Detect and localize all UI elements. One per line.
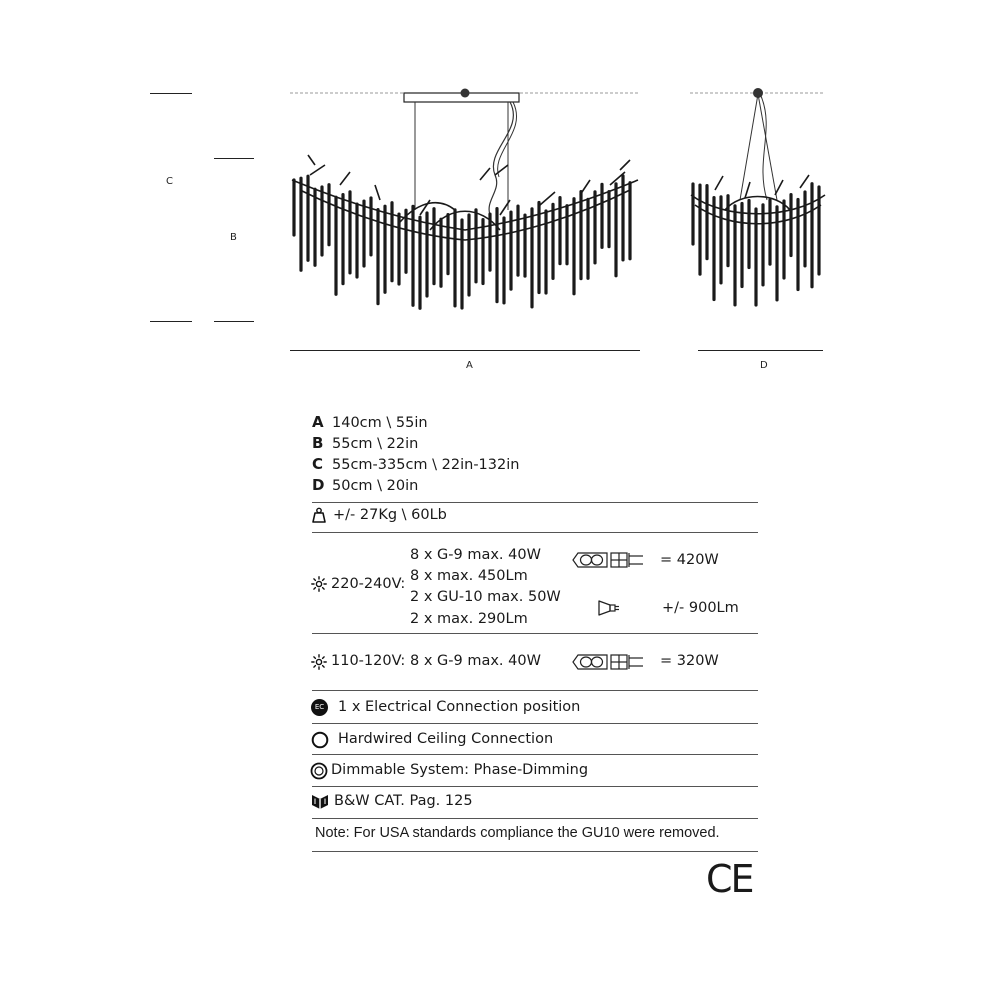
dim-label-c: C <box>166 176 173 187</box>
divider <box>312 633 758 634</box>
ce-mark: CE <box>706 857 753 901</box>
dim-c-bottom-line <box>150 321 192 322</box>
g9-bulb-icon <box>571 550 645 570</box>
dimension-row-a <box>312 412 758 433</box>
dimension-value: 55cm-335cm \ 22in-132in <box>332 457 520 473</box>
dimension-key: D <box>312 476 325 494</box>
weight-value: +/- 27Kg \ 60Lb <box>333 507 447 523</box>
voltage-110-total-watt: = 320W <box>660 653 719 669</box>
dim-a-line <box>290 350 640 351</box>
ec-badge-icon <box>311 699 328 716</box>
dimension-key: B <box>312 434 324 452</box>
dimension-value: 140cm \ 55in <box>332 415 428 431</box>
divider <box>312 851 758 852</box>
dim-d-line <box>698 350 823 351</box>
dim-b-bottom-line <box>214 321 254 322</box>
dim-label-b: B <box>230 232 237 243</box>
voltage-110-line1: 8 x G-9 max. 40W <box>410 653 541 669</box>
voltage-220-total-lumen: +/- 900Lm <box>662 600 739 616</box>
dimmable-text: Dimmable System: Phase-Dimming <box>331 762 589 778</box>
dim-c-top-line <box>150 93 192 94</box>
ceiling-connection-text: Hardwired Ceiling Connection <box>338 731 554 747</box>
electrical-connection-text: 1 x Electrical Connection position <box>338 699 581 715</box>
technical-drawing <box>0 0 1000 380</box>
dimension-row-b <box>312 433 758 454</box>
g9-bulb-icon <box>571 652 645 672</box>
voltage-220-line3: 2 x GU-10 max. 50W <box>410 589 561 605</box>
catalog-text: B&W CAT. Pag. 125 <box>334 793 473 809</box>
dimensions-list <box>312 412 758 496</box>
dim-label-a: A <box>466 360 473 371</box>
divider <box>312 754 758 755</box>
dimension-row-d <box>312 475 758 496</box>
ceiling-connection-icon <box>311 731 329 749</box>
voltage-220-total-watt: = 420W <box>660 552 719 568</box>
dimension-key: A <box>312 413 324 431</box>
ec-badge-text: EC <box>314 703 325 711</box>
divider <box>312 786 758 787</box>
dim-b-top-line <box>214 158 254 159</box>
dimmable-icon <box>310 762 330 780</box>
divider <box>312 723 758 724</box>
divider <box>312 502 758 503</box>
dimension-value: 50cm \ 20in <box>332 478 419 494</box>
voltage-220-line4: 2 x max. 290Lm <box>410 611 528 627</box>
weight-icon <box>312 507 326 523</box>
chandelier-front-view <box>280 80 650 320</box>
usa-compliance-note: Note: For USA standards compliance the GU10 were removed. <box>315 825 720 841</box>
dimension-value: 55cm \ 22in <box>332 436 419 452</box>
voltage-220-line1: 8 x G-9 max. 40W <box>410 547 541 563</box>
voltage-220-label: 220-240V: <box>331 576 406 592</box>
voltage-110-label: 110-120V: <box>331 653 406 669</box>
divider <box>312 532 758 533</box>
divider <box>312 818 758 819</box>
chandelier-side-view <box>685 80 830 320</box>
catalog-book-icon <box>311 794 329 810</box>
dimension-key: C <box>312 455 324 473</box>
gu10-bulb-icon <box>597 599 621 617</box>
sun-icon <box>311 654 327 670</box>
voltage-220-line2: 8 x max. 450Lm <box>410 568 528 584</box>
dim-label-d: D <box>760 360 768 371</box>
dimension-row-c <box>312 454 758 475</box>
sun-icon <box>311 576 327 592</box>
divider <box>312 690 758 691</box>
